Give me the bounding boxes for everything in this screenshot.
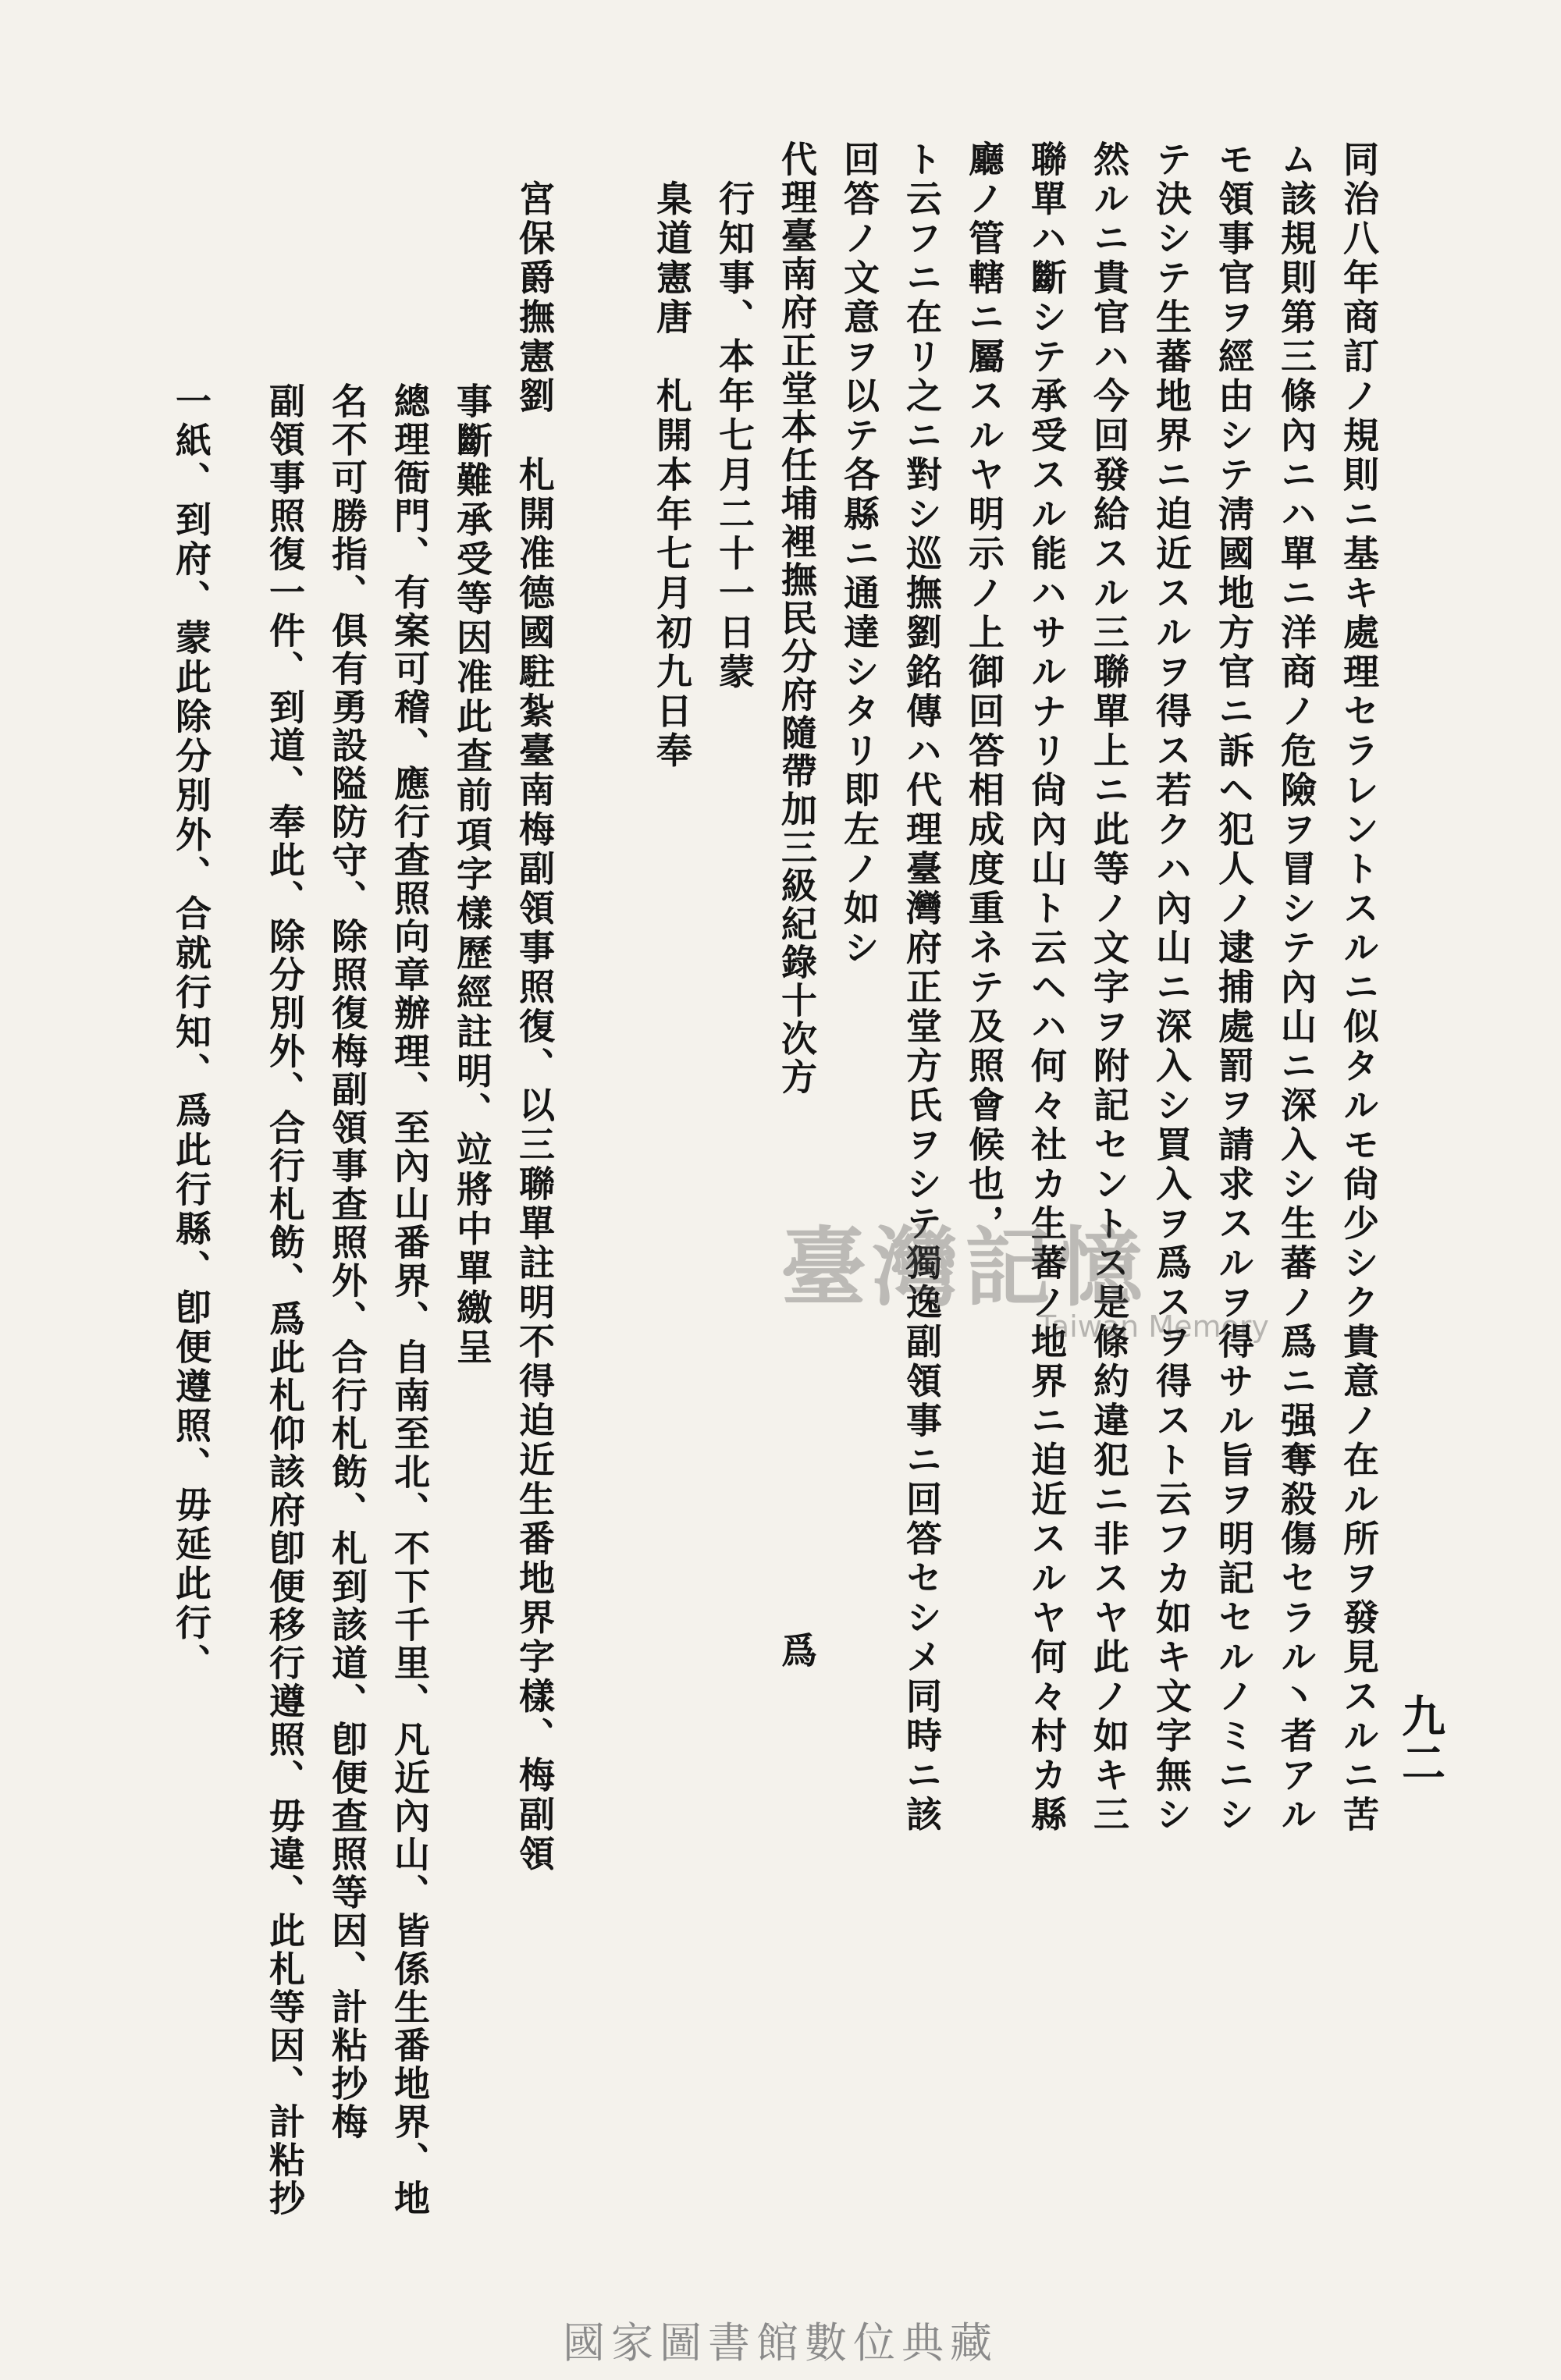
watermark-english: Taiwan Memory: [1038, 1309, 1269, 1344]
text-column-13: 宮保爵撫憲劉 札開准德國駐紮臺南梅副領事照復、以三聯單註明不得迫近生番地界字樣、梅副領: [514, 140, 556, 1874]
text-column-14: 事斷難承受等因准此查前項字樣歷經註明、竝將中單繳呈: [451, 382, 493, 1368]
text-column-10: 代理臺南府正堂本任埔裡撫民分府隨帶加三級紀錄十次方 爲: [776, 140, 818, 1670]
watermark-chinese: 臺灣記憶: [780, 1217, 1149, 1318]
text-column-16: 名不可勝指、俱有勇設隘防守、除照復梅副領事查照外、合行札飭、札到該道、卽便查照等因、計粘抄梅: [326, 382, 368, 2141]
page-number: 九二: [1395, 1693, 1446, 1787]
text-column-1: 同治八年商訂ノ規則ニ基キ處理セラレントスルニ似タルモ尙少シク貴意ノ在ル所ヲ發見スルニ苦: [1338, 140, 1380, 1835]
footer-collection-label: 國家圖書館數位典藏: [563, 2318, 998, 2368]
text-column-7: 廳ノ管轄ニ屬スルヤ明示ノ上御回答相成度重ネテ及照會候也，: [963, 140, 1005, 1244]
text-column-12: 臬道憲唐 札開本年七月初九日奉: [651, 140, 693, 771]
text-column-15: 總理衙門、有案可稽、應行查照向章辦理、至內山番界、自南至北、不下千里、凡近內山、皆係生番地界、地: [389, 382, 431, 2218]
text-column-11: 行知事、本年七月二十一日蒙: [713, 140, 756, 692]
text-column-4: テ決シテ生蕃地界ニ迫近スルヲ得ス若クハ內山ニ深入シ買入ヲ爲スヲ得スト云フカ如キ文字無シ: [1150, 140, 1193, 1835]
text-column-3: モ領事官ヲ經由シテ淸國地方官ニ訴ヘ犯人ノ逮捕處罰ヲ請求スルヲ得サル旨ヲ明記セルノミニシ: [1213, 140, 1255, 1835]
text-column-6: 聯單ハ斷シテ承受スル能ハサルナリ尙內山ト云ヘハ何々社カ生蕃ノ地界ニ迫近スルヤ何々村カ縣: [1026, 140, 1068, 1835]
text-column-18: 一紙、到府、蒙此除分別外、合就行知、爲此行縣、卽便遵照、毋延此行、: [170, 382, 212, 1683]
text-column-9: 回答ノ文意ヲ以テ各縣ニ通達シタリ即左ノ如シ: [838, 140, 880, 968]
taiwan-memory-watermark: [780, 1217, 1280, 1350]
text-column-17: 副領事照復一件、到道、奉此、除分別外、合行札飭、爲此札仰該府卽便移行遵照、毋違、此札等因、計粘抄: [264, 382, 306, 2218]
text-column-5: 然ルニ貴官ハ今回發給スル三聯單上ニ此等ノ文字ヲ附記セントス是條約違犯ニ非スヤ此ノ如キ三: [1088, 140, 1130, 1835]
text-column-8: ト云フニ在リ之ニ對シ巡撫劉銘傳ハ代理臺灣府正堂方氏ヲシテ獨逸副領事ニ回答セシメ同時ニ該: [901, 140, 943, 1835]
text-column-2: ム該規則第三條內ニハ單ニ洋商ノ危險ヲ冒シテ內山ニ深入シ生蕃ノ爲ニ强奪殺傷セラル丶者アル: [1275, 140, 1317, 1835]
